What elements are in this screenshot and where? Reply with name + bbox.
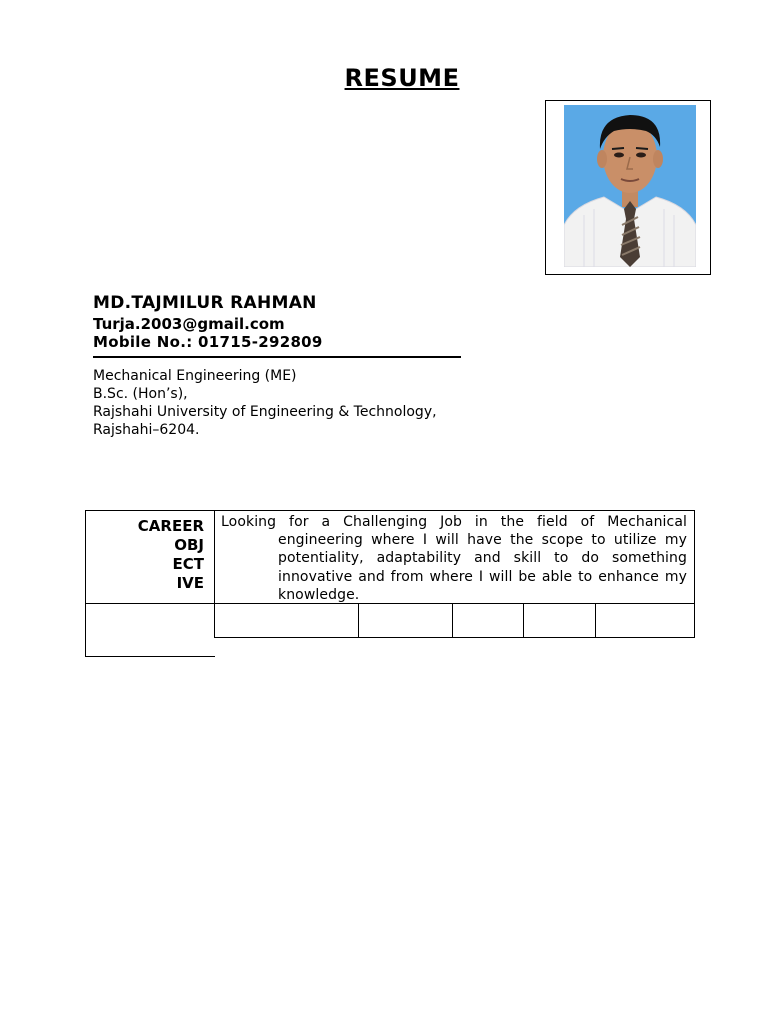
education-line: Rajshahi University of Engineering & Technology, bbox=[93, 404, 437, 420]
education-line: Mechanical Engineering (ME) bbox=[93, 368, 297, 384]
table-cell bbox=[453, 604, 524, 637]
table-cell bbox=[524, 604, 596, 637]
career-label-line: IVE bbox=[176, 574, 204, 592]
career-objective-label bbox=[86, 511, 215, 603]
career-label-line: OBJ bbox=[174, 536, 204, 554]
header-divider bbox=[93, 356, 461, 358]
career-label-line: CAREER bbox=[137, 517, 204, 535]
career-text-rest: engineering where I will have the scope to utilize my potentiality, adaptability and skill to do something innovative and from where I will be able to enhance my knowledge. bbox=[278, 532, 687, 603]
education-line: B.Sc. (Hon’s), bbox=[93, 386, 188, 402]
career-text-first-line: Looking for a Challenging Job in the field of Mechanical bbox=[221, 514, 687, 530]
mobile-number: Mobile No.: 01715-292809 bbox=[93, 333, 323, 351]
portrait-photo bbox=[564, 105, 696, 267]
table-cell bbox=[215, 604, 359, 637]
photo-frame bbox=[545, 100, 711, 275]
table-cell bbox=[596, 604, 694, 637]
empty-table-row bbox=[214, 603, 695, 638]
career-objective-text bbox=[221, 513, 687, 604]
table-left-cell bbox=[85, 603, 215, 657]
career-objective-table bbox=[85, 510, 695, 604]
education-block bbox=[93, 367, 437, 439]
email-address: Turja.2003@gmail.com bbox=[93, 315, 285, 333]
resume-title: RESUME bbox=[344, 64, 460, 92]
education-line: Rajshahi–6204. bbox=[93, 422, 200, 438]
career-label-line: ECT bbox=[172, 555, 204, 573]
candidate-name: MD.TAJMILUR RAHMAN bbox=[93, 293, 317, 313]
table-cell bbox=[359, 604, 453, 637]
